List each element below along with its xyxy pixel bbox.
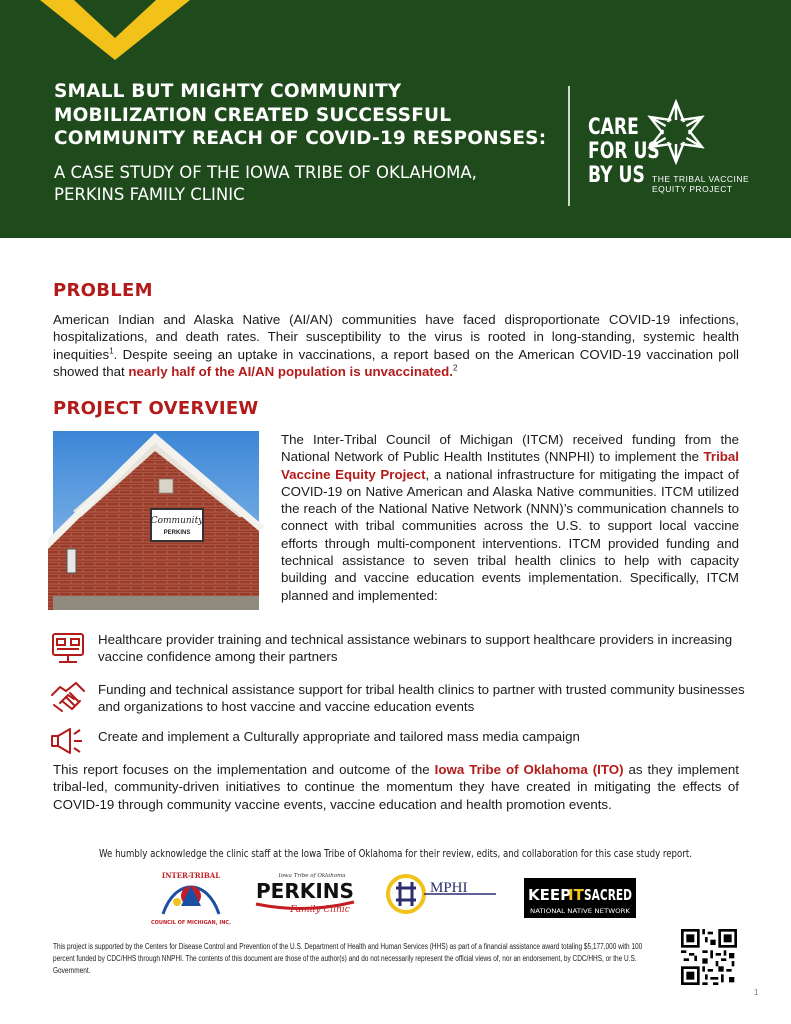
list-item-text: Healthcare provider training and technical assistance webinars to support healthcare providers in increasing vaccine confidence among their partners [98,632,733,665]
handshake-icon [50,681,86,713]
svg-text:NATIONAL NATIVE NETWORK: NATIONAL NATIVE NETWORK [530,908,632,915]
page-number: 1 [754,988,759,997]
qr-code-icon[interactable] [681,929,737,985]
svg-text:PERKINS: PERKINS [256,879,354,903]
webinar-icon [50,631,86,665]
funding-disclaimer: This project is supported by the Centers for Disease Control and Prevention of the U.S. Department of Health and Human Services (HHS) as part of a financial assistance award totaling $5,177,000 with 100 percent funded by CDC/HHS through NNPHI. The contents of this document are those of the author(s) and do not necessarily represent the official views of, nor an endorsement, by CDC/HHS, or the U.S. Government. [53,942,643,975]
itcm-logo [151,868,231,928]
megaphone-icon [50,727,86,755]
clinic-building-photo [53,431,259,610]
header-banner [0,0,791,238]
nnphi-logo [386,868,498,924]
svg-text:SACRED: SACRED [584,886,632,904]
header-divider [568,86,570,206]
acknowledgement-text: We humbly acknowledge the clinic staff at the Iowa Tribe of Oklahoma for their review, edits, and collaboration for this case study report. [99,848,692,860]
svg-text:Iowa Tribe of Oklahoma: Iowa Tribe of Oklahoma [278,873,346,879]
svg-text:MPHI: MPHI [430,880,468,896]
project-overview-heading: PROJECT OVERVIEW [53,398,259,419]
svg-text:IT: IT [568,886,584,904]
list-item-text: Funding and technical assistance support for tribal health clinics to partner with trusted community businesses and organizations to host vaccine and vaccine education events [98,682,745,715]
report-paragraph: This report focuses on the implementation and outcome of the Iowa Tribe of Oklahoma (ITO) as they implement tribal-led, community-driven initiatives to continue the momentum they have created in mitigating the effects of COVID-19 through community vaccine events, vaccine education and health promotion events. [53,762,739,812]
svg-text:COUNCIL OF MICHIGAN, INC.: COUNCIL OF MICHIGAN, INC. [151,920,231,926]
svg-text:Family Clinic: Family Clinic [290,905,350,915]
chevron-down-icon [40,0,190,60]
problem-heading: PROBLEM [53,280,153,301]
project-overview-paragraph: The Inter-Tribal Council of Michigan (ITCM) received funding from the National Network of Public Health Institutes (NNPHI) to implement the Tribal Vaccine Equity Project, a national infrastructure for mitigating the impact of COVID-19 on Native American and Alaska Native communities. ITCM utilized the reach of the National Native Network (NNN)’s communication channels to connect with tribal communities across the U.S. to support local vaccine efforts through multi-component interventions. ITCM provided funding and technical assistance to seven tribal health clinics to help with capacity building and vaccine education events implementation. Specifically, ITCM planned and implemented: [281,432,739,603]
problem-paragraph: American Indian and Alaska Native (AI/AN) communities have faced disproportionate COVID-19 infections, hospitalizations, and death rates. Their susceptibility to the virus is rooted in long-standing, systemic health inequities$^1$. Despite seeing an uptake in vaccinations, a report based on the American COVID-19 vaccination poll showed that nearly half of the AI/AN population is unvaccinated.$^2$ [53,312,739,379]
care-for-us-logo-text: CARE FOR US BY US [588,115,660,188]
perkins-family-clinic-logo [252,868,358,924]
page-subtitle: A CASE STUDY OF THE IOWA TRIBE OF OKLAHOMA, PERKINS FAMILY CLINIC [54,163,477,204]
svg-text:KEEP: KEEP [528,886,572,904]
keep-it-sacred-logo [524,878,636,918]
logo-tagline: THE TRIBAL VACCINE EQUITY PROJECT [652,174,750,194]
sign-community-text: Community [150,516,204,526]
star-logo-icon [640,96,712,168]
list-item-text: Create and implement a Culturally appropriate and tailored mass media campaign [98,729,580,744]
page-title: SMALL BUT MIGHTY COMMUNITY MOBILIZATION CREATED SUCCESSFUL COMMUNITY REACH OF COVID-19 RESPONSES: [54,81,547,149]
sign-perkins-text: PERKINS [163,530,191,536]
svg-text:INTER-TRIBAL: INTER-TRIBAL [161,871,221,880]
